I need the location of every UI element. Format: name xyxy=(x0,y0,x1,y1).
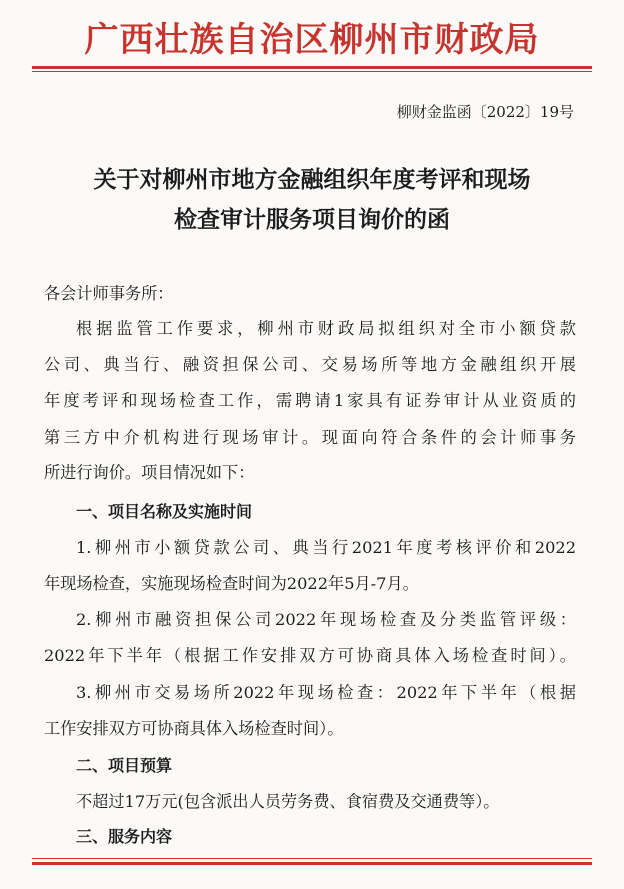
intro-line-2: 公司、典当行、融资担保公司、交易场所等地方金融组织开展 xyxy=(44,355,576,374)
section-1-item-1-line-2: 年现场检查，实施现场检查时间为2022年5月-7月。 xyxy=(44,574,419,593)
section-1-item-2-line-2: 2022年下半年（根据工作安排双方可协商具体入场检查时间）。 xyxy=(44,646,576,665)
section-1-item-3-line-1: 3.柳州市交易场所2022年现场检查：2022年下半年（根据 xyxy=(76,683,576,702)
header-divider-thick xyxy=(32,66,592,69)
header-divider-thin xyxy=(32,71,592,72)
intro-line-1: 根据监管工作要求，柳州市财政局拟组织对全市小额贷款 xyxy=(76,319,576,338)
section-2-heading: 二、项目预算 xyxy=(76,756,173,775)
section-1-item-1-line-1: 1.柳州市小额贷款公司、典当行2021年度考核评价和2022 xyxy=(76,538,576,557)
document-title-line-1: 关于对柳州市地方金融组织年度考评和现场 xyxy=(93,166,531,193)
section-1-item-3-line-2: 工作安排双方可协商具体入场检查时间）。 xyxy=(44,719,344,738)
intro-line-4: 第三方中介机构进行现场审计。现面向符合条件的会计师事务 xyxy=(44,428,576,447)
issuing-authority-header: 广西壮族自治区柳州市财政局 xyxy=(84,20,540,60)
footer-divider-thin xyxy=(32,858,592,859)
intro-line-5: 所进行询价。项目情况如下： xyxy=(44,463,255,482)
footer-divider-thick xyxy=(32,862,592,865)
salutation: 各会计师事务所： xyxy=(44,284,174,303)
section-1-item-2-line-1: 2.柳州市融资担保公司2022年现场检查及分类监管评级： xyxy=(76,610,576,629)
intro-line-3: 年度考评和现场检查工作，需聘请1家具有证券审计从业资质的 xyxy=(44,391,576,410)
section-1-heading: 一、项目名称及实施时间 xyxy=(76,502,253,521)
section-3-heading: 三、服务内容 xyxy=(76,827,173,846)
section-2-line-1: 不超过17万元(包含派出人员劳务费、食宿费及交通费等）。 xyxy=(76,792,500,811)
document-title-line-2: 检查审计服务项目询价的函 xyxy=(174,206,450,233)
document-number: 柳财金监函〔2022〕19号 xyxy=(396,103,574,121)
